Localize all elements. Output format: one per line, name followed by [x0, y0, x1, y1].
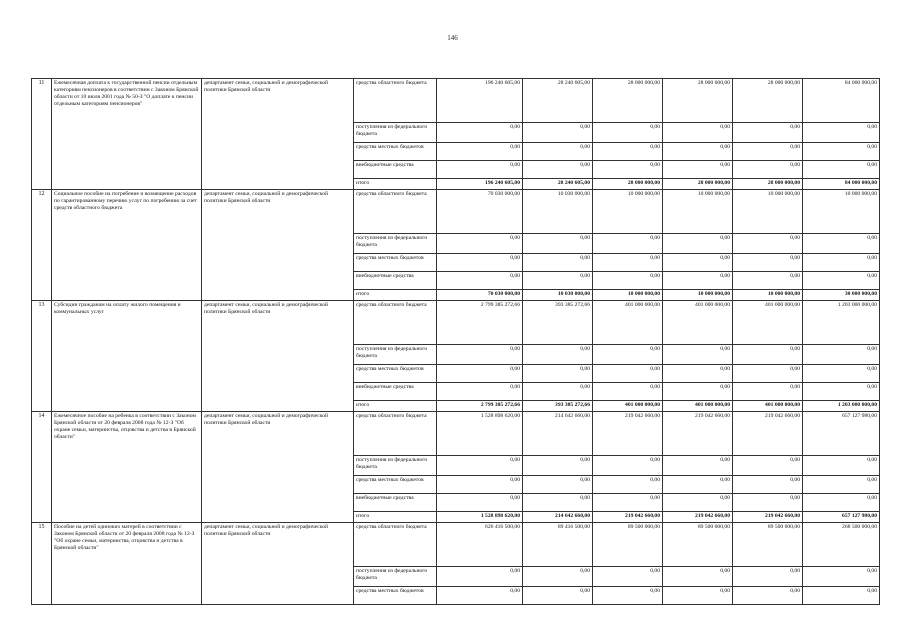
amount-cell: 28 000 000,00	[733, 79, 803, 123]
amount-cell: 0,00	[733, 123, 803, 143]
budget-table	[31, 78, 880, 605]
funding-source: средства областного бюджета	[354, 190, 437, 234]
amount-cell: 401 000 000,00	[733, 301, 803, 345]
executor: департамент семьи, социальной и демографической политики Брянской области	[202, 412, 354, 523]
amount-cell: 0,00	[663, 456, 733, 476]
measure-name: Ежемесячная доплата к государственной пенсии отдельным категориям пенсионеров в соответствии с Законом Брянской области от 10 июля 2001 года № 50-З "О доплате к пенсии отдельным категориям пенсионеров"	[52, 79, 202, 190]
measure-name: Ежемесячное пособие на ребенка в соответствии с Законом Брянской области от 20 февраля 2008 года № 12-З "Об охране семьи, материнства, отцовства и детства в Брянской области"	[52, 412, 202, 523]
funding-source: итого	[354, 401, 437, 412]
amount-cell: 214 642 660,00	[523, 412, 593, 456]
amount-cell: 89 500 000,00	[663, 523, 733, 567]
funding-source: средства местных бюджетов	[354, 365, 437, 383]
amount-cell: 401 000 000,00	[733, 401, 803, 412]
table-row	[32, 523, 880, 567]
amount-cell: 0,00	[733, 234, 803, 254]
executor: департамент семьи, социальной и демографической политики Брянской области	[202, 523, 354, 605]
amount-cell: 30 000 000,00	[803, 290, 880, 301]
amount-cell: 0,00	[437, 456, 523, 476]
funding-source: поступления из федерального бюджета	[354, 456, 437, 476]
amount-cell: 393 385 272,66	[523, 401, 593, 412]
amount-cell: 0,00	[437, 143, 523, 161]
amount-cell: 0,00	[733, 476, 803, 494]
funding-source: итого	[354, 179, 437, 190]
amount-cell: 0,00	[663, 587, 733, 605]
funding-source: средства областного бюджета	[354, 79, 437, 123]
amount-cell: 196 240 605,00	[437, 79, 523, 123]
amount-cell: 89 500 000,00	[593, 523, 663, 567]
amount-cell: 0,00	[523, 161, 593, 179]
amount-cell: 0,00	[733, 567, 803, 587]
amount-cell: 0,00	[663, 383, 733, 401]
amount-cell: 10 000 000,00	[663, 190, 733, 234]
amount-cell: 0,00	[663, 272, 733, 290]
amount-cell: 657 127 980,00	[803, 512, 880, 523]
funding-source: средства областного бюджета	[354, 412, 437, 456]
amount-cell: 10 000 000,00	[593, 190, 663, 234]
amount-cell: 0,00	[803, 383, 880, 401]
amount-cell: 0,00	[523, 383, 593, 401]
amount-cell: 10 000 000,00	[663, 290, 733, 301]
funding-source: поступления из федерального бюджета	[354, 567, 437, 587]
amount-cell: 0,00	[593, 494, 663, 512]
amount-cell: 70 030 000,00	[437, 190, 523, 234]
amount-cell: 0,00	[437, 272, 523, 290]
amount-cell: 0,00	[523, 123, 593, 143]
row-number: 12	[32, 190, 52, 301]
amount-cell: 0,00	[803, 567, 880, 587]
amount-cell: 0,00	[803, 456, 880, 476]
amount-cell: 28 000 000,00	[663, 79, 733, 123]
amount-cell: 0,00	[593, 272, 663, 290]
amount-cell: 0,00	[733, 254, 803, 272]
amount-cell: 28 240 605,00	[523, 79, 593, 123]
amount-cell: 393 385 272,66	[523, 301, 593, 345]
amount-cell: 1 528 898 620,00	[437, 512, 523, 523]
table-row	[32, 301, 880, 345]
amount-cell: 0,00	[663, 123, 733, 143]
amount-cell: 10 000 000,00	[733, 290, 803, 301]
amount-cell: 0,00	[663, 365, 733, 383]
amount-cell: 2 799 385 272,66	[437, 301, 523, 345]
funding-source: поступления из федерального бюджета	[354, 123, 437, 143]
amount-cell: 0,00	[523, 476, 593, 494]
amount-cell: 0,00	[437, 365, 523, 383]
amount-cell: 219 042 660,00	[663, 412, 733, 456]
amount-cell: 28 000 000,00	[663, 179, 733, 190]
amount-cell: 0,00	[593, 123, 663, 143]
amount-cell: 0,00	[593, 456, 663, 476]
amount-cell: 0,00	[733, 272, 803, 290]
amount-cell: 1 528 898 620,00	[437, 412, 523, 456]
amount-cell: 0,00	[733, 143, 803, 161]
amount-cell: 0,00	[523, 587, 593, 605]
amount-cell: 0,00	[523, 143, 593, 161]
amount-cell: 0,00	[663, 476, 733, 494]
funding-source: средства областного бюджета	[354, 301, 437, 345]
amount-cell: 89 500 000,00	[733, 523, 803, 567]
table-row	[32, 79, 880, 123]
row-number: 15	[32, 523, 52, 605]
amount-cell: 0,00	[803, 123, 880, 143]
amount-cell: 0,00	[523, 234, 593, 254]
amount-cell: 0,00	[663, 143, 733, 161]
measure-name: Социальное пособие на погребение и возмещение расходов по гарантированному перечню услуг по погребению за счет средств областного бюджета	[52, 190, 202, 301]
amount-cell: 0,00	[803, 476, 880, 494]
amount-cell: 0,00	[593, 254, 663, 272]
amount-cell: 0,00	[593, 476, 663, 494]
amount-cell: 0,00	[663, 161, 733, 179]
measure-name: Субсидии гражданам на оплату жилого помещения и коммунальных услуг	[52, 301, 202, 412]
measure-name: Пособие на детей одиноких матерей в соответствии с Законом Брянской области от 20 февраля 2008 года № 12-З "Об охране семьи, материнства, отцовства и детства в Брянской области"	[52, 523, 202, 605]
amount-cell: 196 240 605,00	[437, 179, 523, 190]
amount-cell: 10 000 000,00	[733, 190, 803, 234]
amount-cell: 219 042 660,00	[593, 512, 663, 523]
amount-cell: 0,00	[663, 494, 733, 512]
funding-source: итого	[354, 512, 437, 523]
amount-cell: 0,00	[523, 567, 593, 587]
amount-cell: 0,00	[663, 567, 733, 587]
table-row	[32, 412, 880, 456]
amount-cell: 0,00	[437, 383, 523, 401]
amount-cell: 0,00	[733, 456, 803, 476]
amount-cell: 0,00	[733, 161, 803, 179]
amount-cell: 0,00	[523, 272, 593, 290]
amount-cell: 0,00	[733, 345, 803, 365]
executor: департамент семьи, социальной и демографической политики Брянской области	[202, 301, 354, 412]
amount-cell: 0,00	[437, 587, 523, 605]
amount-cell: 0,00	[523, 345, 593, 365]
amount-cell: 626 416 500,00	[437, 523, 523, 567]
amount-cell: 0,00	[523, 456, 593, 476]
funding-source: средства областного бюджета	[354, 523, 437, 567]
funding-source: поступления из федерального бюджета	[354, 234, 437, 254]
funding-source: внебюджетные средства	[354, 383, 437, 401]
amount-cell: 219 042 660,00	[593, 412, 663, 456]
amount-cell: 28 000 000,00	[733, 179, 803, 190]
amount-cell: 0,00	[803, 494, 880, 512]
amount-cell: 0,00	[523, 365, 593, 383]
amount-cell: 10 030 000,00	[523, 190, 593, 234]
funding-source: поступления из федерального бюджета	[354, 345, 437, 365]
funding-source: итого	[354, 290, 437, 301]
amount-cell: 0,00	[593, 345, 663, 365]
amount-cell: 219 042 660,00	[733, 412, 803, 456]
funding-source: средства местных бюджетов	[354, 143, 437, 161]
amount-cell: 10 000 000,00	[593, 290, 663, 301]
amount-cell: 70 030 000,00	[437, 290, 523, 301]
page-number: 146	[447, 34, 458, 42]
amount-cell: 401 000 000,00	[663, 301, 733, 345]
amount-cell: 0,00	[593, 587, 663, 605]
funding-source: средства местных бюджетов	[354, 587, 437, 605]
amount-cell: 0,00	[593, 365, 663, 383]
amount-cell: 0,00	[593, 143, 663, 161]
amount-cell: 28 000 000,00	[593, 79, 663, 123]
amount-cell: 0,00	[733, 587, 803, 605]
amount-cell: 84 000 000,00	[803, 179, 880, 190]
amount-cell: 0,00	[437, 161, 523, 179]
funding-source: внебюджетные средства	[354, 272, 437, 290]
amount-cell: 214 642 660,00	[523, 512, 593, 523]
row-number: 11	[32, 79, 52, 190]
funding-source: средства местных бюджетов	[354, 476, 437, 494]
amount-cell: 0,00	[437, 234, 523, 254]
amount-cell: 10 000 000,00	[803, 190, 880, 234]
amount-cell: 657 127 980,00	[803, 412, 880, 456]
funding-source: средства местных бюджетов	[354, 254, 437, 272]
executor: департамент семьи, социальной и демографической политики Брянской области	[202, 190, 354, 301]
amount-cell: 0,00	[437, 254, 523, 272]
amount-cell: 0,00	[593, 161, 663, 179]
amount-cell: 401 000 000,00	[593, 401, 663, 412]
funding-source: внебюджетные средства	[354, 161, 437, 179]
amount-cell: 10 030 000,00	[523, 290, 593, 301]
amount-cell: 0,00	[803, 345, 880, 365]
amount-cell: 0,00	[593, 383, 663, 401]
funding-source: внебюджетные средства	[354, 494, 437, 512]
amount-cell: 401 000 000,00	[663, 401, 733, 412]
amount-cell: 0,00	[437, 123, 523, 143]
amount-cell: 2 799 385 272,66	[437, 401, 523, 412]
amount-cell: 401 000 000,00	[593, 301, 663, 345]
amount-cell: 0,00	[523, 254, 593, 272]
amount-cell: 0,00	[803, 254, 880, 272]
amount-cell: 28 000 000,00	[593, 179, 663, 190]
row-number: 14	[32, 412, 52, 523]
amount-cell: 1 203 000 000,00	[803, 401, 880, 412]
amount-cell: 0,00	[663, 254, 733, 272]
amount-cell: 0,00	[803, 161, 880, 179]
amount-cell: 219 042 660,00	[663, 512, 733, 523]
row-number: 13	[32, 301, 52, 412]
amount-cell: 0,00	[733, 494, 803, 512]
amount-cell: 0,00	[803, 143, 880, 161]
amount-cell: 0,00	[437, 345, 523, 365]
amount-cell: 0,00	[663, 234, 733, 254]
amount-cell: 0,00	[593, 567, 663, 587]
executor: департамент семьи, социальной и демографической политики Брянской области	[202, 79, 354, 190]
amount-cell: 84 000 000,00	[803, 79, 880, 123]
amount-cell: 0,00	[803, 272, 880, 290]
amount-cell: 0,00	[803, 234, 880, 254]
table-row	[32, 190, 880, 234]
amount-cell: 0,00	[437, 476, 523, 494]
amount-cell: 219 042 660,00	[733, 512, 803, 523]
amount-cell: 268 500 000,00	[803, 523, 880, 567]
amount-cell: 0,00	[803, 587, 880, 605]
amount-cell: 1 203 000 000,00	[803, 301, 880, 345]
amount-cell: 0,00	[803, 365, 880, 383]
amount-cell: 0,00	[437, 494, 523, 512]
amount-cell: 28 240 605,00	[523, 179, 593, 190]
amount-cell: 0,00	[733, 383, 803, 401]
amount-cell: 0,00	[523, 494, 593, 512]
amount-cell: 0,00	[593, 234, 663, 254]
amount-cell: 0,00	[733, 365, 803, 383]
amount-cell: 0,00	[437, 567, 523, 587]
amount-cell: 0,00	[663, 345, 733, 365]
amount-cell: 89 416 500,00	[523, 523, 593, 567]
